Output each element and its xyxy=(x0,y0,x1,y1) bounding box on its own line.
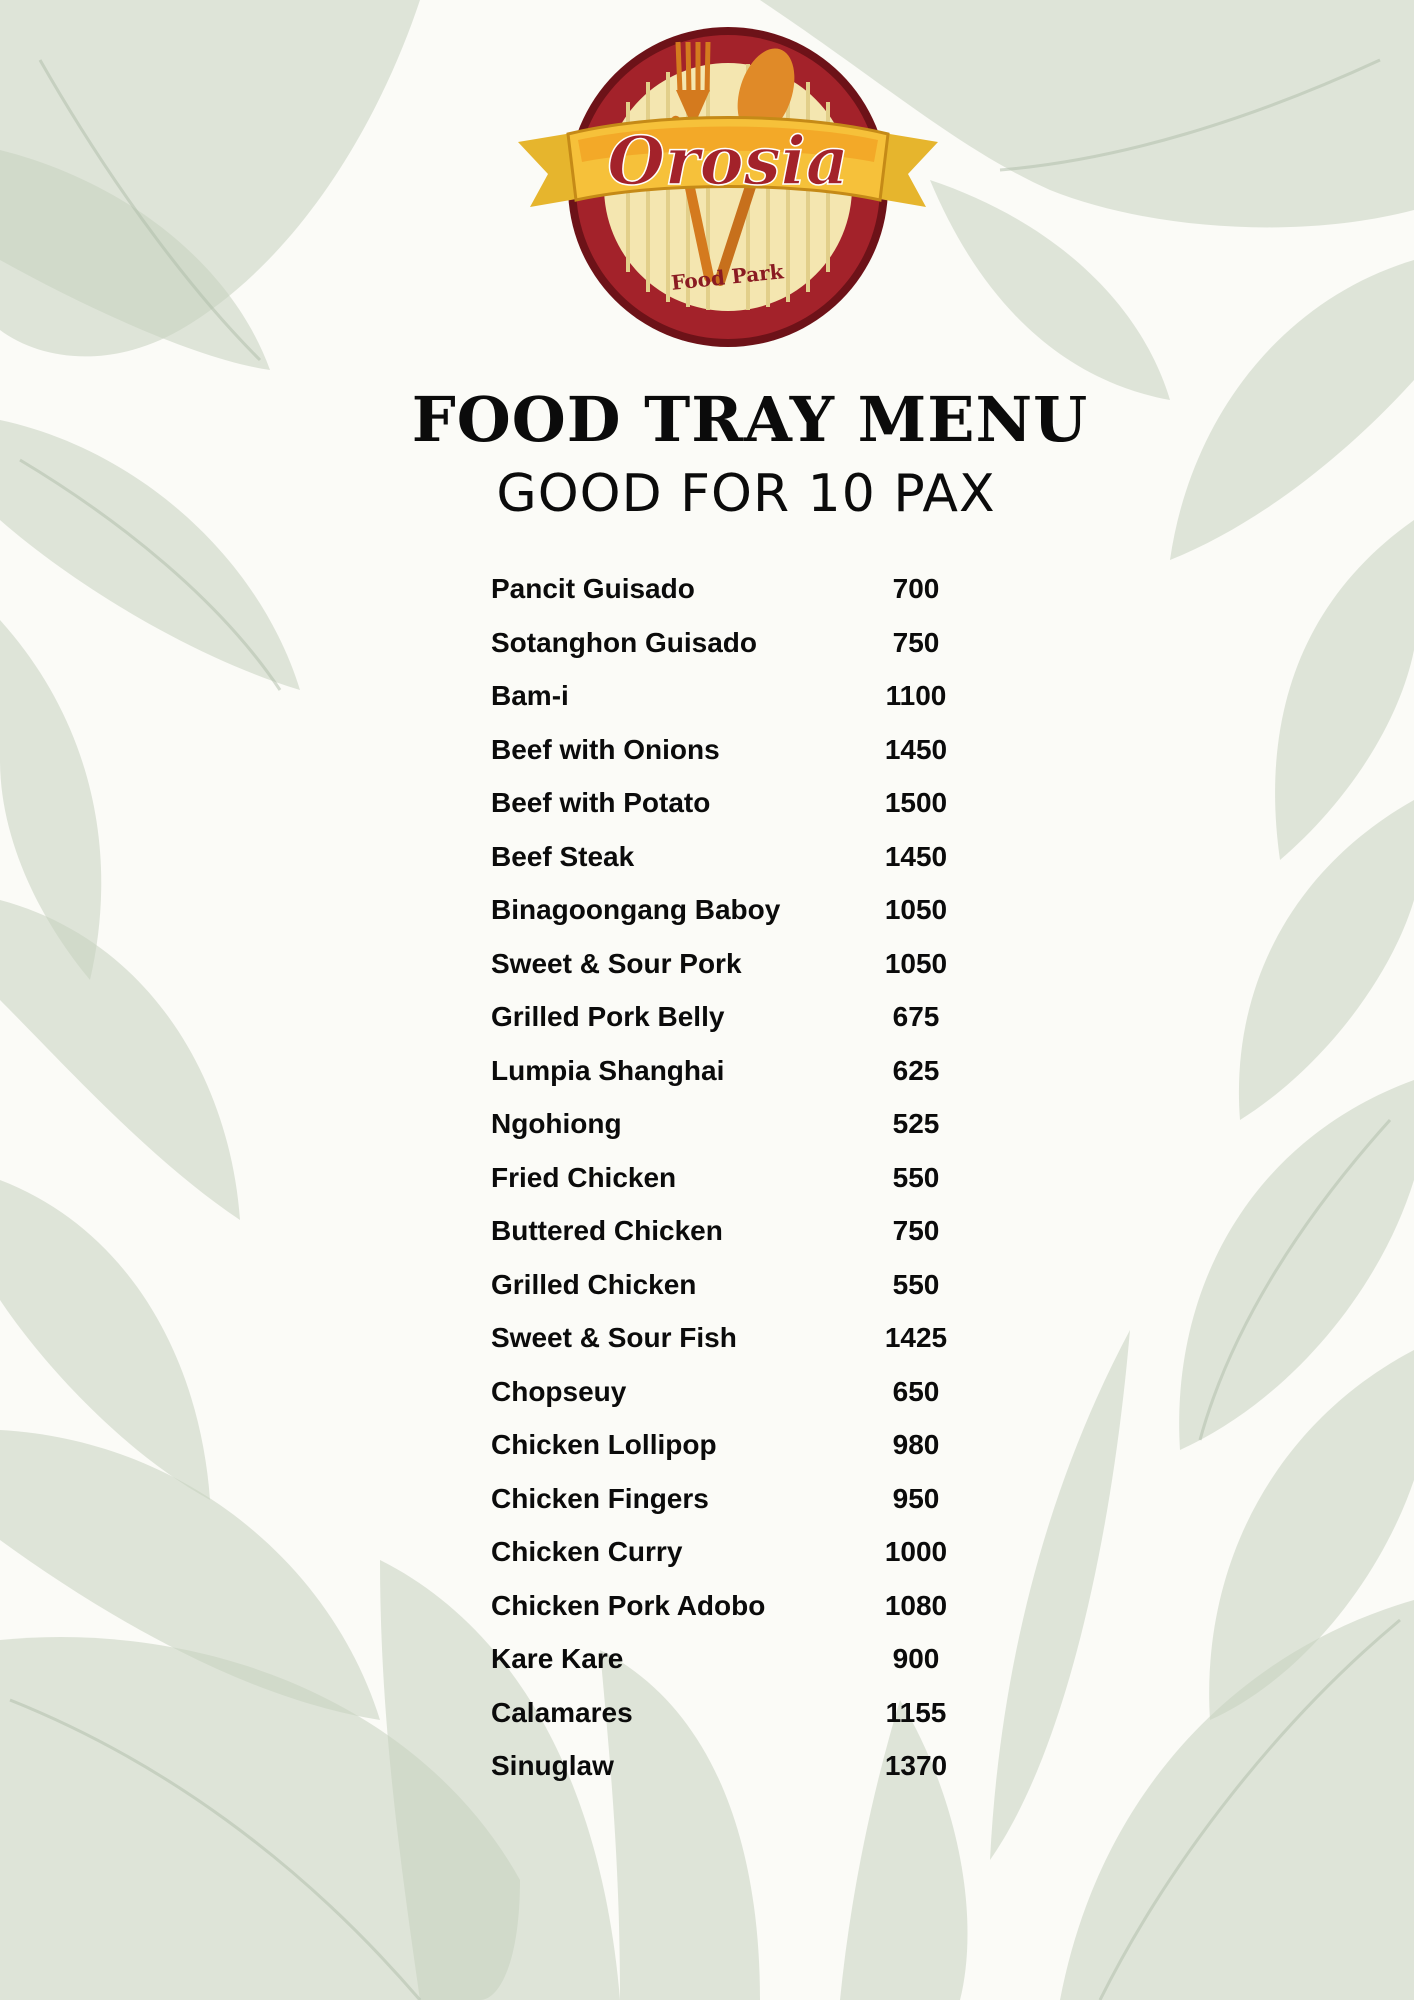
menu-item-price: 750 xyxy=(892,626,940,658)
menu-item xyxy=(491,619,971,673)
menu-item-name: Sotanghon Guisado xyxy=(491,626,757,658)
menu-item-price: 1155 xyxy=(885,1696,947,1728)
menu-item-price: 675 xyxy=(892,1001,940,1032)
menu-item-name: Chicken Curry xyxy=(491,1536,683,1567)
menu-item xyxy=(491,1047,971,1101)
menu-item-price: 1050 xyxy=(884,894,948,925)
menu-item-price: 1080 xyxy=(884,1589,948,1621)
menu-title: FOOD TRAY MENU xyxy=(411,383,1089,456)
menu-item-price: 1425 xyxy=(884,1322,948,1353)
menu-item-name: Buttered Chicken xyxy=(491,1215,723,1246)
menu-item-name: Grilled Pork Belly xyxy=(491,1001,725,1032)
menu-item-price: 1050 xyxy=(884,947,948,979)
menu-item xyxy=(491,779,971,833)
menu-item-name: Beef with Onions xyxy=(491,733,720,765)
menu-item xyxy=(491,1528,971,1582)
menu-item-price: 550 xyxy=(892,1268,940,1300)
menu-item-price: 950 xyxy=(892,1482,940,1514)
menu-item-name: Beef Steak xyxy=(491,840,635,872)
menu-item xyxy=(491,565,971,619)
menu-item-name: Sweet & Sour Fish xyxy=(491,1322,737,1353)
menu-item-price: 525 xyxy=(892,1108,940,1139)
menu-item-name: Bam-i xyxy=(491,680,569,711)
menu-item xyxy=(491,1100,971,1154)
menu-item-name: Ngohiong xyxy=(491,1108,622,1139)
menu-item-price: 900 xyxy=(892,1643,940,1674)
menu-item-price: 650 xyxy=(892,1375,940,1407)
menu-item-name: Grilled Chicken xyxy=(491,1268,697,1300)
menu-list xyxy=(491,565,971,1796)
orosia-logo xyxy=(518,22,938,362)
menu-item-price: 1370 xyxy=(884,1750,948,1781)
menu-item-price: 700 xyxy=(892,573,940,604)
menu-item-name: Sinuglaw xyxy=(491,1750,614,1781)
menu-item-price: 1450 xyxy=(884,840,948,872)
menu-item xyxy=(491,833,971,887)
logo-tagline: Food Park xyxy=(670,259,785,295)
menu-item-name: Sweet & Sour Pork xyxy=(491,947,742,979)
menu-item xyxy=(491,672,971,726)
menu-item-price: 1000 xyxy=(884,1536,948,1567)
menu-item xyxy=(491,1582,971,1636)
menu-item xyxy=(491,1261,971,1315)
menu-item xyxy=(491,940,971,994)
menu-item xyxy=(491,1154,971,1208)
logo-brand: Orosia xyxy=(607,122,849,200)
menu-item-price: 625 xyxy=(892,1054,940,1086)
menu-item xyxy=(491,1635,971,1689)
menu-item-name: Lumpia Shanghai xyxy=(491,1054,725,1086)
menu-item-name: Fried Chicken xyxy=(491,1161,677,1193)
menu-item xyxy=(491,1368,971,1422)
menu-item-name: Calamares xyxy=(491,1696,633,1728)
menu-item-name: Kare Kare xyxy=(491,1643,624,1674)
menu-subtitle: GOOD FOR 10 PAX xyxy=(496,464,996,524)
menu-item xyxy=(491,1421,971,1475)
menu-item-name: Chicken Pork Adobo xyxy=(491,1589,766,1621)
menu-item xyxy=(491,1207,971,1261)
menu-item-price: 1450 xyxy=(884,733,948,765)
menu-item xyxy=(491,886,971,940)
menu-item xyxy=(491,1314,971,1368)
menu-item-name: Beef with Potato xyxy=(491,787,711,818)
menu-item-name: Binagoongang Baboy xyxy=(491,894,781,925)
menu-item xyxy=(491,993,971,1047)
menu-item-price: 1500 xyxy=(884,787,948,818)
menu-item-name: Chicken Fingers xyxy=(491,1482,709,1514)
menu-item-name: Chicken Lollipop xyxy=(491,1429,717,1460)
menu-item-price: 1100 xyxy=(885,680,947,711)
menu-item xyxy=(491,1689,971,1743)
menu-item xyxy=(491,726,971,780)
menu-item-name: Pancit Guisado xyxy=(491,573,695,604)
menu-item-price: 980 xyxy=(892,1429,940,1460)
menu-item-name: Chopseuy xyxy=(491,1375,627,1407)
menu-item-price: 550 xyxy=(892,1161,940,1193)
menu-item xyxy=(491,1475,971,1529)
menu-item-price: 750 xyxy=(892,1215,940,1246)
menu-item xyxy=(491,1742,971,1796)
